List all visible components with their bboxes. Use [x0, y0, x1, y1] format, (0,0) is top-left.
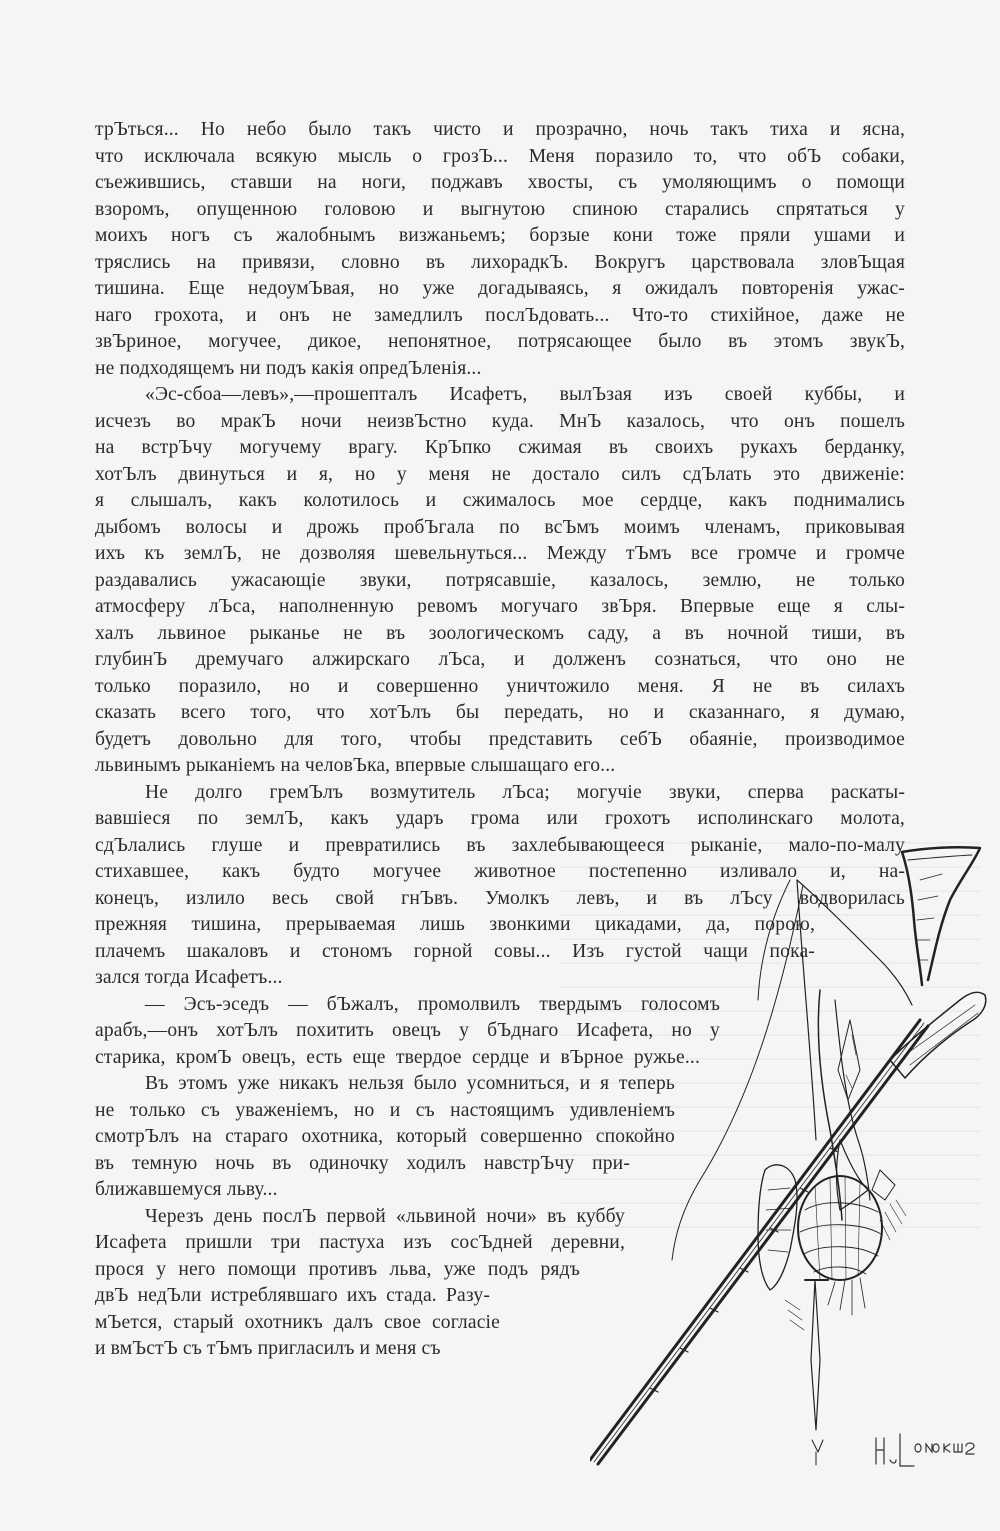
text-line: раздавались ужасающіе звуки, потрясавшіе, казалось, землю, не только	[95, 569, 905, 591]
text-line: мЪется, старый охотникъ далъ свое согласіе	[95, 1311, 500, 1333]
text-line: вавшіеся по землЪ, какъ ударъ грома или грохотъ исполинскаго молота,	[95, 808, 905, 829]
text-line: Не долго гремЪлъ возмутитель лЪса; могучіе звуки, сперва раскаты-	[145, 781, 905, 803]
text-line: прежняя тишина, прерываемая лишь звонкими цикадами, да, порою,	[95, 914, 815, 935]
text-line: старика, кромЪ овецъ, есть еще твердое сердце и вЪрное ружье...	[95, 1046, 700, 1068]
text-line: тишина. Еще недоумЪвая, но уже догадываясь, я ожидалъ повторенія ужас-	[95, 278, 905, 299]
text-line: львинымъ рыканіемъ на человЪка, впервые слышащаго его...	[95, 755, 616, 776]
text-line: смотрЪлъ на стараго охотника, который совершенно спокойно	[95, 1126, 675, 1147]
text-line: — Эсъ-эседъ — бЪжалъ, промолвилъ твердымъ голосомъ	[145, 993, 720, 1015]
text-line: Исафета пришли три пастуха изъ сосЪдней деревни,	[95, 1232, 625, 1253]
text-line: дыбомъ волосы и дрожь пробЪгала по всЪмъ моимъ членамъ, приковывая	[95, 516, 905, 538]
text-line: стихавшее, какъ будто могучее животное постепенно изливало и, на-	[95, 861, 905, 882]
text-line: съежившись, ставши на ноги, поджавъ хвосты, съ умоляющимъ о помощи	[95, 172, 905, 193]
text-line: и вмЪстЪ съ тЪмъ пригласилъ и меня съ	[95, 1338, 441, 1359]
text-line: плачемъ шакаловъ и стономъ горной совы... Изъ густой чащи пока-	[95, 940, 815, 962]
text-line: глубинЪ дремучаго алжирскаго лЪса, и долженъ сознаться, что оно не	[95, 649, 905, 670]
text-line: «Эс-сбоа—левъ»,—прошепталъ Исафетъ, вылЪзая изъ своей куббы, и	[145, 384, 905, 405]
text-line: Въ этомъ уже никакъ нельзя было усомниться, и я теперь	[145, 1073, 675, 1094]
text-line: исчезъ во мракЪ ночи неизвЪстно куда. МнЪ казалось, что онъ пошелъ	[95, 410, 905, 432]
text-line: въ темную ночь въ одиночку ходилъ навстрЪчу при-	[95, 1152, 630, 1174]
text-line: моихъ ногъ съ жалобнымъ визжаньемъ; борзые кони тоже пряли ушами и	[95, 225, 905, 246]
text-line: я слышалъ, какъ колотилось и сжималось мое сердце, какъ поднимались	[95, 490, 905, 511]
text-line: зался тогда Исафетъ...	[95, 967, 283, 988]
text-line: взоромъ, опущенною головою и выгнутою спиною старались спрятаться у	[95, 198, 905, 220]
text-line: сказать всего того, что хотЪлъ бы передать, но и сказаннаго, я думаю,	[95, 702, 905, 723]
text-line: трЪться... Но небо было такъ чисто и прозрачно, ночь такъ тиха и ясна,	[95, 119, 905, 140]
text-line: на встрЪчу могучему врагу. КрЪпко сжимая въ своихъ рукахъ берданку,	[95, 437, 905, 458]
hunting-gear-illustration-icon	[590, 840, 1000, 1470]
artist-signature-icon	[870, 1430, 980, 1470]
text-line: наго грохота, и онъ не замедлилъ послЪдовать... Что-то стихійное, даже не	[95, 304, 905, 326]
text-line: будетъ довольно для того, чтобы представить себЪ обаяніе, производимое	[95, 728, 905, 750]
text-line: только поразило, но и совершенно уничтожило меня. Я не въ силахъ	[95, 675, 905, 697]
text-line: ихъ къ землЪ, не дозволяя шевельнуться... Между тЪмъ все громче и громче	[95, 543, 905, 564]
text-line: конецъ, излило весь свой гнЪвъ. Умолкъ левъ, и въ лЪсу водворилась	[95, 887, 905, 909]
text-line: Черезъ день послЪ первой «львиной ночи» въ куббу	[145, 1205, 625, 1227]
text-line: не только съ уваженіемъ, но и съ настоящимъ удивленіемъ	[95, 1099, 675, 1121]
text-line: двЪ недЪли истреблявшаго ихъ стада. Разу-	[95, 1285, 490, 1306]
text-line: арабъ,—онъ хотЪлъ похитить овецъ у бЪднаго Исафета, но у	[95, 1020, 720, 1041]
text-line: не подходящемъ ни подъ какія опредЪленія...	[95, 357, 482, 379]
text-line: что исключала всякую мысль о грозЪ... Меня поразило то, что обЪ собаки,	[95, 145, 905, 167]
text-line: звЪриное, могучее, дикое, непонятное, потрясающее было въ этомъ звукЪ,	[95, 331, 905, 352]
text-line: сдЪлались глуше и превратились въ захлебывающееся рыканіе, мало-по-малу	[95, 834, 905, 856]
text-line: тряслись на привязи, словно въ лихорадкЪ. Вокругъ царствовала зловЪщая	[95, 251, 905, 273]
text-line: ближавшемуся льву...	[95, 1179, 278, 1200]
text-line: хотЪлъ двинуться и я, но у меня не достало силъ сдЪлать это движеніе:	[95, 463, 905, 485]
text-line: прося у него помощи противъ льва, уже подъ рядъ	[95, 1258, 580, 1280]
text-line: атмосферу лЪса, наполненную ревомъ могучаго звЪря. Впервые еще я слы-	[95, 596, 905, 617]
text-line: халъ львиное рыканье не въ зоологическомъ саду, а въ ночной тиши, въ	[95, 622, 905, 644]
